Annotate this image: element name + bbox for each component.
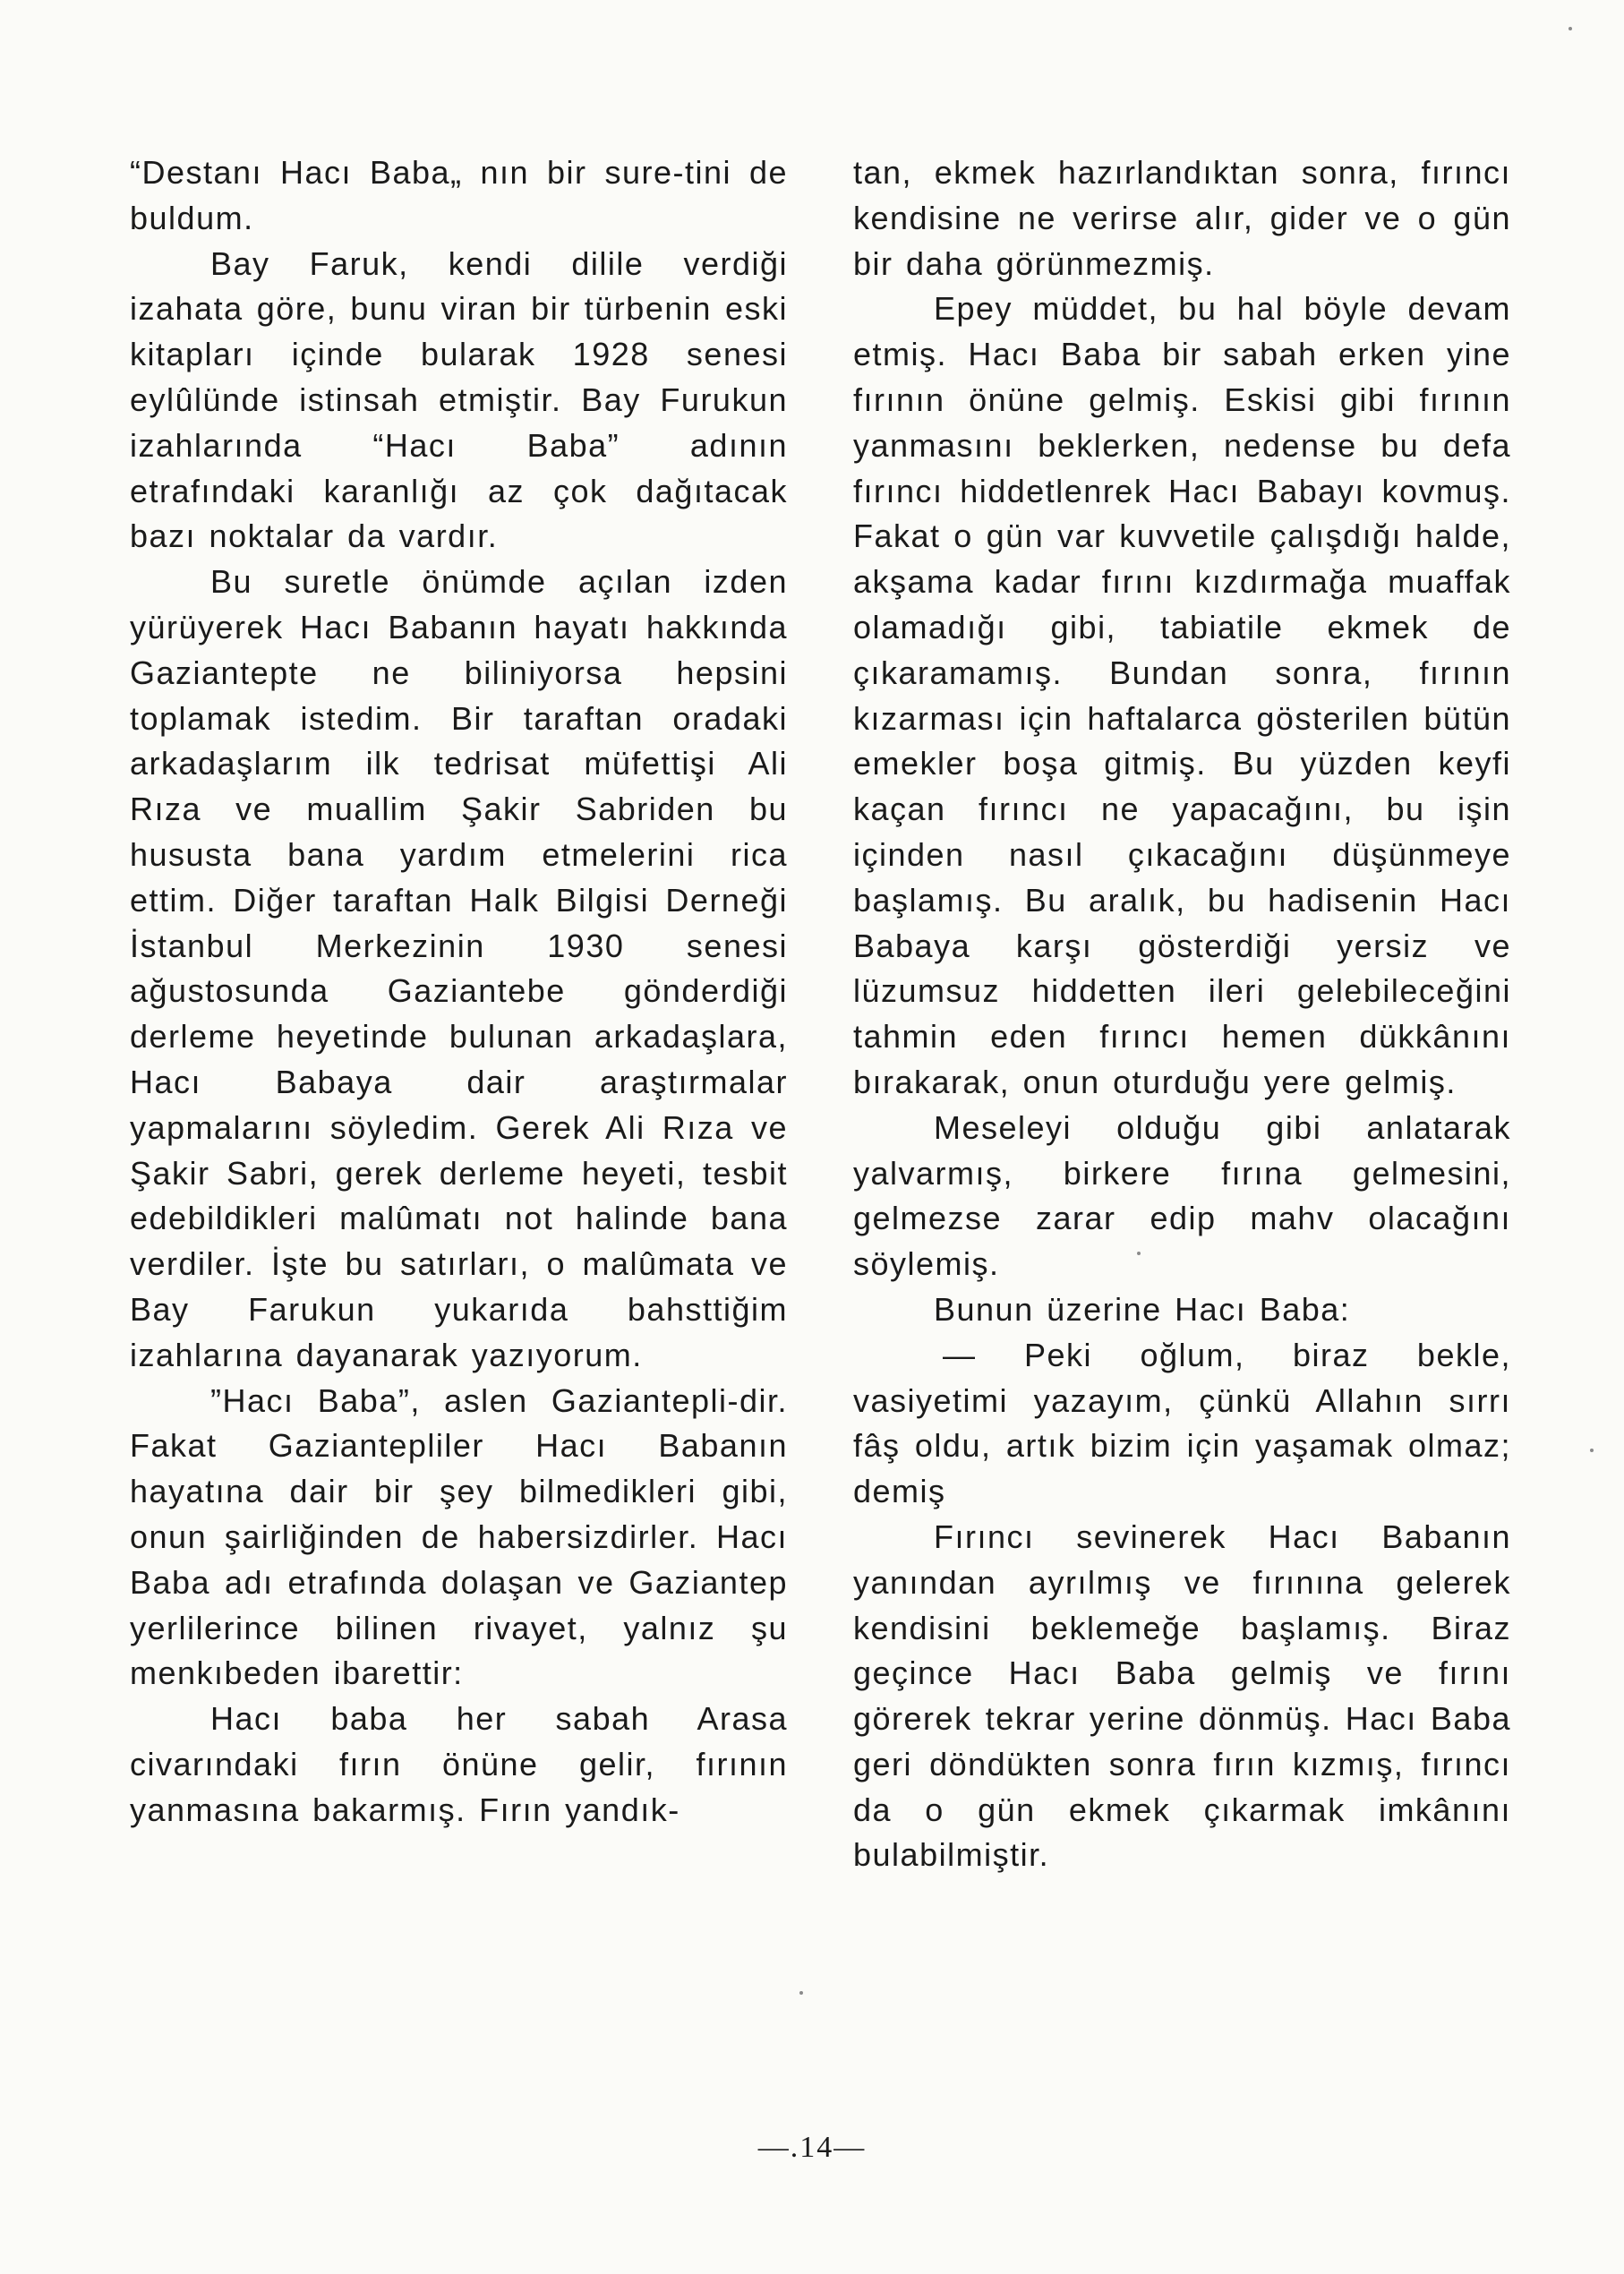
scan-speck (1137, 1252, 1141, 1255)
dialog-paragraph: — Peki oğlum, biraz bekle, vasiyetimi yazayım, çünkü Allahın sırrı fâş oldu, artık bizim için yaşamak olmaz; demiş (853, 1336, 1511, 1510)
scan-speck (1568, 27, 1572, 30)
scan-speck (1590, 1449, 1594, 1452)
paragraph: ”Hacı Baba”, aslen Gaziantepli-dir. Fakat Gaziantepliler Hacı Babanın hayatına dair bir şey bilmedikleri gibi, onun şairliğinden de habersizdirler. Hacı Baba adı etrafında dolaşan ve Gaziantep yerlilerince bilinen rivayet, yalnız şu menkıbeden ibarettir: (130, 1381, 788, 1692)
left-column (130, 150, 788, 1833)
paragraph: Fırıncı sevinerek Hacı Babanın yanından ayrılmış ve fırınına gelerek kendisini beklemeğe başlamış. Biraz geçince Hacı Baba gelmiş ve fırını görerek tekrar yerine dönmüş. Hacı Baba geri döndükten sonra fırın kızmış, fırıncı da o gün ekmek çıkarmak imkânını bulabilmiştir. (853, 1517, 1511, 1874)
right-column (853, 150, 1511, 1878)
paragraph: Epey müddet, bu hal böyle devam etmiş. Hacı Baba bir sabah erken yine fırının önüne gelmiş. Eskisi gibi fırının yanmasını beklerken, nedense bu defa fırıncı hiddetlenrek Hacı Babayı kovmuş. Fakat o gün var kuvvetile çalışdığı halde, akşama kadar fırını kızdırmağa muaffak olamadığı gibi, tabiatile ekmek de çıkaramamış. Bundan sonra, fırının kızarması için haftalarca gösterilen bütün emekler boşa gitmiş. Bu yüzden keyfi kaçan fırıncı ne yapacağını, bu işin içinden nasıl çıkacağını düşünmeye başlamış. Bu aralık, bu hadisenin Hacı Babaya karşı gösterdiği yersiz ve lüzumsuz hiddetten ileri gelebileceğini tahmin eden fırıncı hemen dükkânını bırakarak, onun oturduğu yere gelmiş. (853, 290, 1511, 1100)
paragraph: tan, ekmek hazırlandıktan sonra, fırıncı kendisine ne verirse alır, gider ve o gün bir daha görünmezmiş. (853, 154, 1511, 282)
paragraph: Bay Faruk, kendi dilile verdiği izahata göre, bunu viran bir türbenin eski kitapları içinde bularak 1928 senesi eylûlünde istinsah etmiştir. Bay Furukun izahlarında “Hacı Baba” adının etrafındaki karanlığı az çok dağıtacak bazı noktalar da vardır. (130, 244, 788, 555)
scan-speck (799, 1991, 803, 1995)
paragraph: Hacı baba her sabah Arasa civarındaki fırın önüne gelir, fırının yanmasına bakarmış. Fırın yandık- (130, 1700, 788, 1828)
paragraph: “Destanı Hacı Baba„ nın bir sure-tini de buldum. (130, 154, 788, 236)
paragraph: Meseleyi olduğu gibi anlatarak yalvarmış, birkere fırına gelmesini, gelmezse zarar edip mahv olacağını söylemiş. (853, 1108, 1511, 1283)
page-number: —.14— (757, 2131, 867, 2164)
paragraph: Bunun üzerine Hacı Baba: (934, 1290, 1351, 1328)
paragraph: Bu suretle önümde açılan izden yürüyerek Hacı Babanın hayatı hakkında Gaziantepte ne biliniyorsa hepsini toplamak istedim. Bir taraftan oradaki arkadaşlarım ilk tedrisat müfettişi Ali Rıza ve muallim Şakir Sabriden bu hususta bana yardım etmelerini rica ettim. Diğer taraftan Halk Bilgisi Derneği İstanbul Merkezinin 1930 senesi ağustosunda Gaziantebe gönderdiği derleme heyetinde bulunan arkadaşlara, Hacı Babaya dair araştırmalar yapmalarını söyledim. Gerek Ali Rıza ve Şakir Sabri, gerek derleme heyeti, tesbit edebildikleri malûmatı not halinde bana verdiler. İşte bu satırları, o malûmata ve Bay Farukun yukarıda bahsttiğim izahlarına dayanarak yazıyorum. (130, 563, 788, 1373)
